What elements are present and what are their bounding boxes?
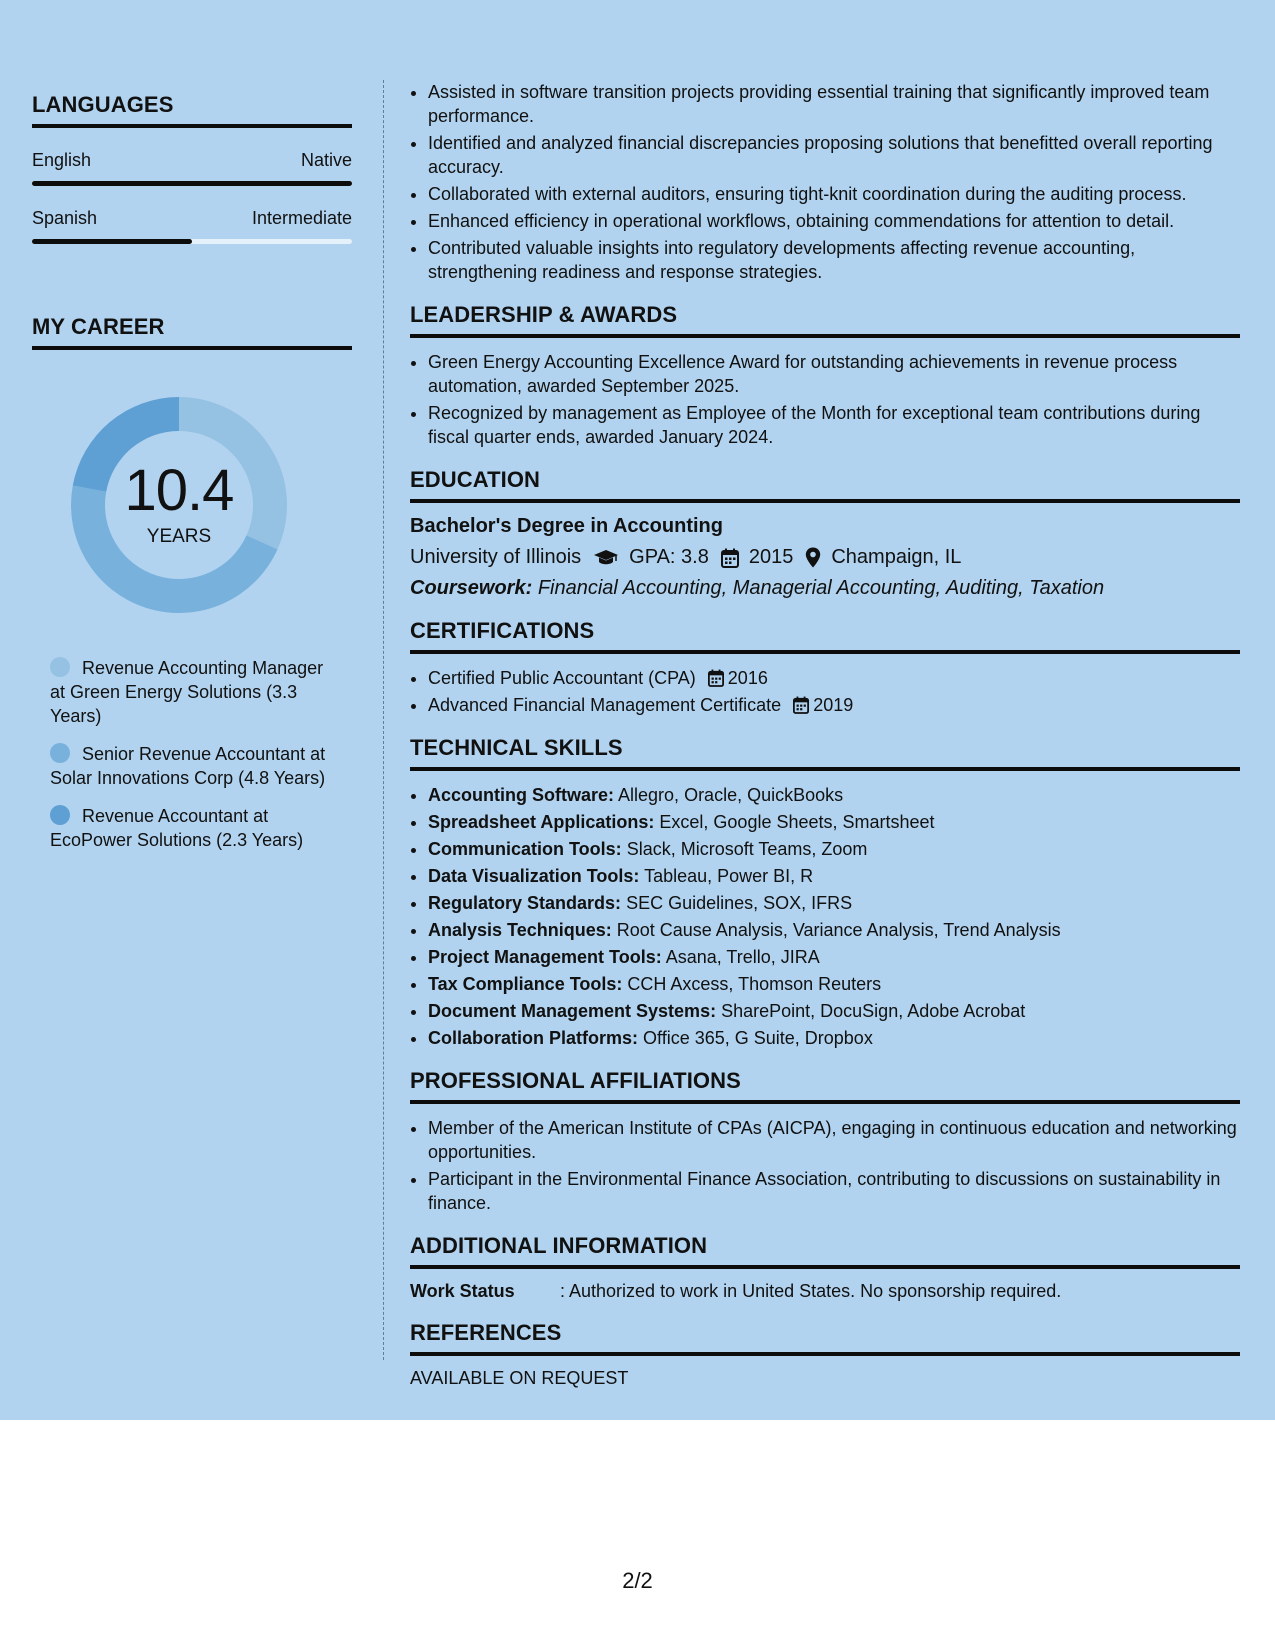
career-legend-item <box>50 742 330 790</box>
work-status-label: Work Status <box>410 1281 515 1301</box>
language-proficiency-bar <box>32 239 352 244</box>
language-item <box>32 208 352 244</box>
education-coursework <box>410 577 1240 600</box>
skill-label: Spreadsheet Applications: <box>428 812 655 832</box>
language-proficiency-fill <box>32 239 192 244</box>
skill-value: Allegro, Oracle, QuickBooks <box>618 785 844 805</box>
skill-item <box>428 783 1240 807</box>
career-title: MY CAREER <box>32 314 352 350</box>
leadership-list <box>410 350 1240 449</box>
page-number: 2/2 <box>622 1568 653 1593</box>
career-legend-item <box>50 656 330 728</box>
skill-value: Office 365, G Suite, Dropbox <box>643 1028 873 1048</box>
career-total-unit: YEARS <box>146 526 212 547</box>
work-status-row <box>410 1281 1240 1302</box>
language-level: Native <box>300 150 352 170</box>
leadership-item: • Recognized by management as Employee of the Month for exceptional team contributions during fiscal quarter ends, awarded January 2024. <box>428 401 1240 449</box>
legend-dot-icon <box>50 805 70 825</box>
certification-name: • Advanced Financial Management Certificate <box>428 695 782 715</box>
career-section <box>32 314 352 852</box>
leadership-section <box>410 302 1240 449</box>
skill-value: CCH Axcess, Thomson Reuters <box>627 974 882 994</box>
affiliations-section <box>410 1068 1240 1215</box>
experience-bullet: • Identified and analyzed financial discrepancies proposing solutions that benefitted overall reporting accuracy. <box>428 131 1240 179</box>
skill-item <box>428 891 1240 915</box>
affiliations-title: PROFESSIONAL AFFILIATIONS <box>410 1068 1240 1104</box>
language-proficiency-bar <box>32 181 352 186</box>
certification-item <box>428 666 1240 690</box>
education-details <box>410 546 1240 569</box>
education-section <box>410 467 1240 600</box>
career-legend-label: Senior Revenue Accountant at Solar Innovations Corp (4.8 Years) <box>50 744 326 788</box>
language-item <box>32 150 352 186</box>
skill-value: Excel, Google Sheets, Smartsheet <box>659 812 935 832</box>
skill-label: Project Management Tools: <box>428 947 662 967</box>
affiliations-list <box>410 1116 1240 1215</box>
experience-bullet: • Collaborated with external auditors, ensuring tight-knit coordination during the auditing process. <box>428 182 1240 206</box>
calendar-icon <box>793 696 809 714</box>
references-section <box>410 1320 1240 1389</box>
career-legend <box>50 656 330 852</box>
leadership-item: • Green Energy Accounting Excellence Award for outstanding achievements in revenue process automation, awarded September 2025. <box>428 350 1240 398</box>
certifications-section <box>410 618 1240 717</box>
education-year: 2015 <box>748 546 794 568</box>
skill-item <box>428 864 1240 888</box>
skill-value: Asana, Trello, JIRA <box>665 947 820 967</box>
skill-value: Slack, Microsoft Teams, Zoom <box>626 839 868 859</box>
certification-name: • Certified Public Accountant (CPA) <box>428 668 696 688</box>
donut-center <box>64 390 294 620</box>
skill-item <box>428 918 1240 942</box>
coursework-list: Financial Accounting, Managerial Accounting, Auditing, Taxation <box>537 577 1105 599</box>
education-degree: Bachelor's Degree in Accounting <box>410 515 723 537</box>
skill-label: Analysis Techniques: <box>428 920 612 940</box>
certifications-title: CERTIFICATIONS <box>410 618 1240 654</box>
education-title: EDUCATION <box>410 467 1240 503</box>
language-name: English <box>32 150 92 170</box>
work-status-value: : Authorized to work in United States. No sponsorship required. <box>560 1281 1062 1301</box>
skill-label: Data Visualization Tools: <box>428 866 640 886</box>
career-legend-item <box>50 804 330 852</box>
skills-title: TECHNICAL SKILLS <box>410 735 1240 771</box>
experience-bullets <box>410 80 1240 284</box>
location-pin-icon <box>805 547 821 568</box>
legend-dot-icon <box>50 657 70 677</box>
skill-item <box>428 837 1240 861</box>
experience-bullet: • Contributed valuable insights into regulatory developments affecting revenue accounting, strengthening readiness and response strategies. <box>428 236 1240 284</box>
skill-value: Tableau, Power BI, R <box>644 866 814 886</box>
skills-section <box>410 735 1240 1050</box>
career-total-value: 10.4 <box>124 458 234 523</box>
languages-title: LANGUAGES <box>32 92 352 128</box>
certification-year: 2016 <box>727 668 768 688</box>
additional-info-title: ADDITIONAL INFORMATION <box>410 1233 1240 1269</box>
education-gpa: GPA: 3.8 <box>629 546 709 568</box>
certifications-list <box>410 666 1240 717</box>
leadership-title: LEADERSHIP & AWARDS <box>410 302 1240 338</box>
skill-label: Communication Tools: <box>428 839 622 859</box>
language-proficiency-fill <box>32 181 352 186</box>
skill-label: Regulatory Standards: <box>428 893 622 913</box>
skill-label: Collaboration Platforms: <box>428 1028 639 1048</box>
education-school: University of Illinois <box>410 546 582 568</box>
affiliation-item: • Participant in the Environmental Finance Association, contributing to discussions on sustainability in finance. <box>428 1167 1240 1215</box>
calendar-icon <box>708 669 724 687</box>
skill-label: Accounting Software: <box>428 785 615 805</box>
coursework-label: Coursework: <box>410 577 533 599</box>
affiliation-item: • Member of the American Institute of CPAs (AICPA), engaging in continuous education and networking opportunities. <box>428 1116 1240 1164</box>
skill-item <box>428 810 1240 834</box>
skill-label: Tax Compliance Tools: <box>428 974 623 994</box>
column-divider <box>383 80 384 1360</box>
career-donut-chart <box>64 390 294 620</box>
skills-list <box>410 783 1240 1050</box>
experience-bullet: • Assisted in software transition projects providing essential training that significantly improved team performance. <box>428 80 1240 128</box>
additional-info-section <box>410 1233 1240 1302</box>
skill-item <box>428 1026 1240 1050</box>
skill-item <box>428 999 1240 1023</box>
skill-value: Root Cause Analysis, Variance Analysis, Trend Analysis <box>616 920 1061 940</box>
career-legend-label: Revenue Accountant at EcoPower Solutions (2.3 Years) <box>50 806 304 850</box>
skill-item <box>428 972 1240 996</box>
skill-item <box>428 945 1240 969</box>
language-level: Intermediate <box>251 208 352 228</box>
experience-bullet: • Enhanced efficiency in operational workflows, obtaining commendations for attention to detail. <box>428 209 1240 233</box>
education-location: Champaign, IL <box>831 546 962 568</box>
graduation-cap-icon <box>593 549 619 567</box>
language-name: Spanish <box>32 208 98 228</box>
references-text: AVAILABLE ON REQUEST <box>410 1368 629 1388</box>
career-legend-label: Revenue Accounting Manager at Green Energy Solutions (3.3 Years) <box>50 658 324 726</box>
sidebar <box>32 92 352 866</box>
references-title: REFERENCES <box>410 1320 1240 1356</box>
skill-label: Document Management Systems: <box>428 1001 717 1021</box>
legend-dot-icon <box>50 743 70 763</box>
languages-section <box>32 92 352 244</box>
certification-item <box>428 693 1240 717</box>
skill-value: SEC Guidelines, SOX, IFRS <box>626 893 853 913</box>
main-content <box>410 80 1240 1389</box>
calendar-icon <box>721 548 739 568</box>
skill-value: SharePoint, DocuSign, Adobe Acrobat <box>721 1001 1026 1021</box>
certification-year: 2019 <box>813 695 854 715</box>
